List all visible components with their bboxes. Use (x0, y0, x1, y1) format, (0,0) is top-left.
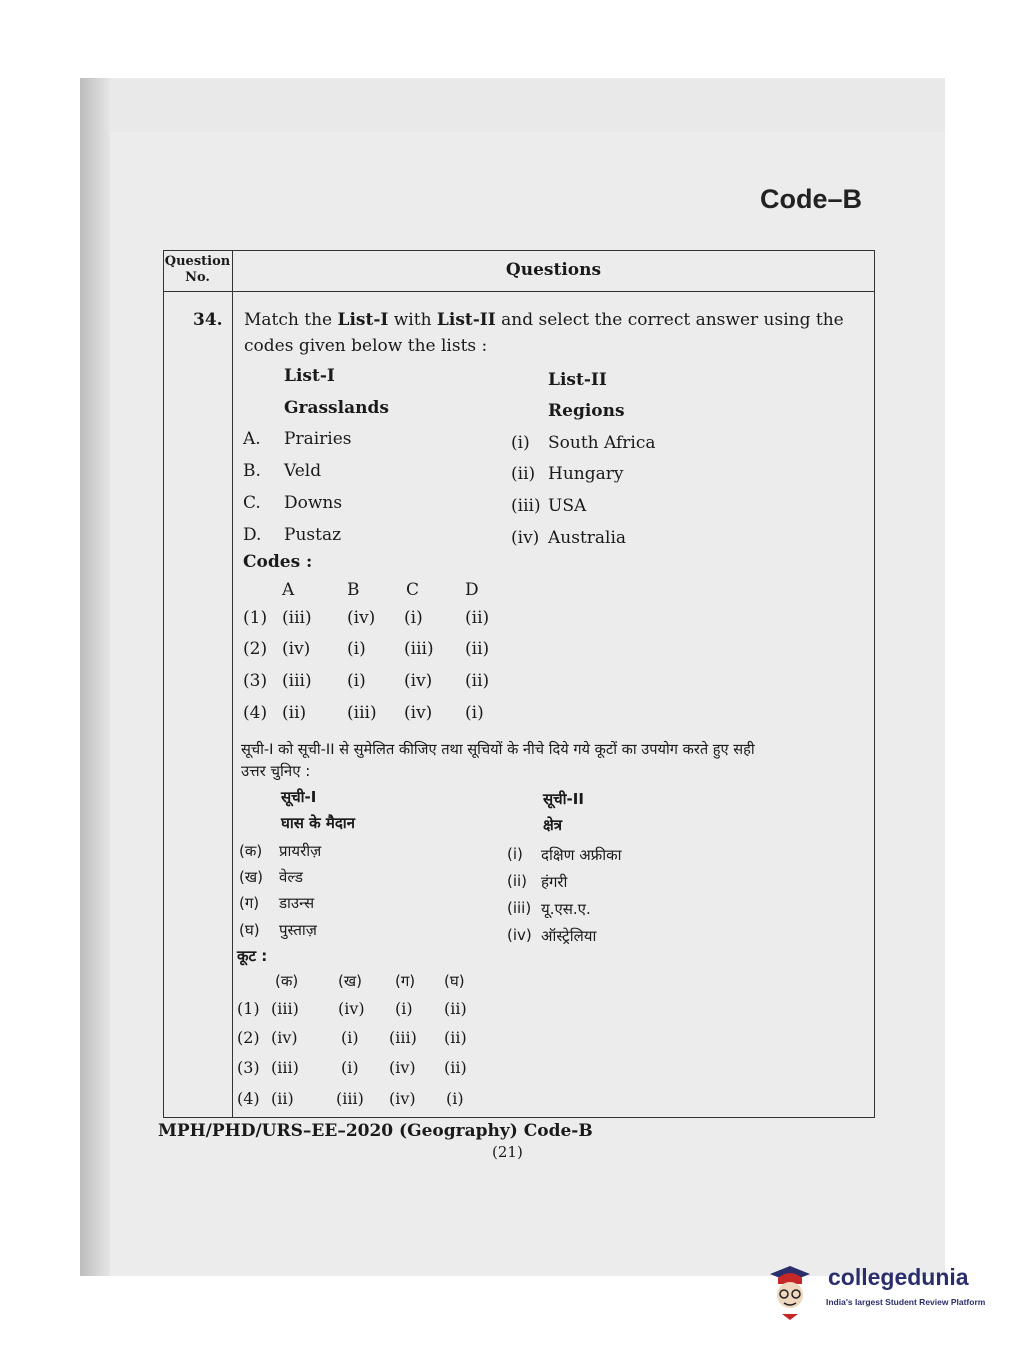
code-col-header: A (282, 580, 295, 600)
option-number: (1) (243, 608, 268, 628)
hi-option-number: (3) (237, 1058, 260, 1077)
hi-option-value: (i) (341, 1028, 359, 1047)
option-value: (i) (347, 671, 366, 691)
hi-list2-key: (ii) (507, 872, 528, 890)
scan-shadow (80, 78, 110, 1276)
hi-option-value: (iii) (389, 1028, 417, 1047)
question-no-header: Question No. (164, 254, 231, 285)
questions-header: Questions (505, 260, 602, 280)
question-stem-en-line2: codes given below the lists : (244, 336, 488, 356)
table-column-rule (232, 250, 233, 1118)
question-stem-en: Match the List-I with List-II and select the correct answer using the (244, 310, 844, 330)
hi-list1-item: वेल्ड (279, 868, 303, 886)
hi-list1-subtitle: घास के मैदान (281, 814, 355, 832)
option-value: (ii) (465, 608, 490, 628)
option-value: (ii) (282, 703, 307, 723)
hi-list2-key: (i) (507, 845, 523, 863)
hi-option-value: (ii) (444, 1028, 467, 1047)
hi-option-value: (ii) (444, 1058, 467, 1077)
paper-code: Code–B (760, 184, 863, 214)
list1-item: Pustaz (284, 525, 342, 545)
option-value: (iii) (404, 639, 434, 659)
option-value: (iv) (404, 671, 433, 691)
list1-key: D. (243, 525, 262, 545)
hi-option-value: (iv) (271, 1028, 298, 1047)
hi-option-number: (4) (237, 1089, 260, 1108)
code-col-header: D (465, 580, 479, 600)
hi-list2-item: दक्षिण अफ्रीका (541, 846, 622, 864)
list1-key: C. (243, 493, 261, 513)
option-value: (iv) (404, 703, 433, 723)
code-col-header: B (347, 580, 360, 600)
list1-key: B. (243, 461, 261, 481)
paper-footer: MPH/PHD/URS–EE–2020 (Geography) Code-B (158, 1121, 593, 1141)
option-value: (ii) (465, 639, 490, 659)
hi-code-col-header: (ग) (395, 972, 416, 990)
page-number: (21) (492, 1143, 523, 1161)
hi-list2-key: (iv) (507, 926, 532, 944)
hi-list1-item: डाउन्स (279, 894, 315, 912)
hi-list2-item: हंगरी (541, 873, 568, 891)
list2-item: USA (548, 496, 587, 516)
hi-option-value: (iv) (338, 999, 365, 1018)
list1-item: Prairies (284, 429, 352, 449)
option-value: (iv) (347, 608, 376, 628)
hi-code-col-header: (घ) (444, 972, 465, 990)
logo-wordmark: collegedunia (828, 1264, 969, 1290)
list2-key: (iv) (511, 528, 540, 548)
hi-list1-title: सूची-I (281, 788, 317, 806)
table-header-rule (163, 291, 875, 292)
list2-subtitle: Regions (548, 401, 625, 421)
question-number: 34. (193, 310, 223, 330)
option-value: (i) (465, 703, 484, 723)
hi-option-value: (ii) (444, 999, 467, 1018)
hi-option-value: (iv) (389, 1089, 416, 1108)
hi-list2-key: (iii) (507, 899, 532, 917)
hi-code-col-header: (क) (275, 972, 299, 990)
list1-subtitle: Grasslands (284, 398, 389, 418)
list2-key: (i) (511, 433, 530, 453)
logo-tagline: India's largest Student Review Platform (826, 1297, 986, 1307)
hi-option-value: (iv) (389, 1058, 416, 1077)
hi-list1-key: (ख) (239, 868, 263, 886)
list1-item: Veld (284, 461, 322, 481)
hi-list1-item: पुस्ताज़ (279, 921, 317, 939)
hi-codes-label: कूट : (237, 947, 268, 965)
hi-list1-item: प्रायरीज़ (279, 842, 322, 860)
question-stem-hi-line2: उत्तर चुनिए : (241, 762, 311, 780)
option-number: (3) (243, 671, 268, 691)
list2-item: Hungary (548, 464, 624, 484)
hi-option-value: (i) (395, 999, 413, 1018)
hi-list2-title: सूची-II (543, 790, 584, 808)
list2-item: Australia (548, 528, 627, 548)
hi-option-value: (iii) (336, 1089, 364, 1108)
hi-option-value: (iii) (271, 999, 299, 1018)
hi-list2-item: यू.एस.ए. (541, 900, 591, 918)
list1-item: Downs (284, 493, 343, 513)
question-stem-hi: सूची-I को सूची-II से सुमेलित कीजिए तथा सूचियों के नीचे दिये गये कूटों का उपयोग करते हुए सही (241, 741, 755, 758)
option-value: (iii) (282, 608, 312, 628)
hi-list2-item: ऑस्ट्रेलिया (541, 927, 597, 945)
hi-option-value: (iii) (271, 1058, 299, 1077)
hi-option-value: (ii) (271, 1089, 294, 1108)
list2-key: (iii) (511, 496, 541, 516)
list2-item: South Africa (548, 433, 656, 453)
list2-key: (ii) (511, 464, 536, 484)
option-value: (iii) (347, 703, 377, 723)
hi-option-number: (2) (237, 1028, 260, 1047)
list1-title: List-I (284, 366, 335, 386)
hi-list1-key: (क) (239, 842, 263, 860)
option-number: (4) (243, 703, 268, 723)
list2-title: List-II (548, 370, 607, 390)
code-col-header: C (406, 580, 420, 600)
option-value: (iv) (282, 639, 311, 659)
option-value: (i) (347, 639, 366, 659)
hi-option-value: (i) (341, 1058, 359, 1077)
option-value: (i) (404, 608, 423, 628)
hi-list1-key: (ग) (239, 894, 260, 912)
hi-option-number: (1) (237, 999, 260, 1018)
option-value: (ii) (465, 671, 490, 691)
list1-key: A. (243, 429, 261, 449)
hi-list2-subtitle: क्षेत्र (543, 816, 563, 834)
option-value: (iii) (282, 671, 312, 691)
option-number: (2) (243, 639, 268, 659)
codes-label: Codes : (243, 552, 313, 572)
question-table (163, 250, 875, 1118)
hi-code-col-header: (ख) (338, 972, 362, 990)
hi-list1-key: (घ) (239, 921, 260, 939)
hi-option-value: (i) (446, 1089, 464, 1108)
